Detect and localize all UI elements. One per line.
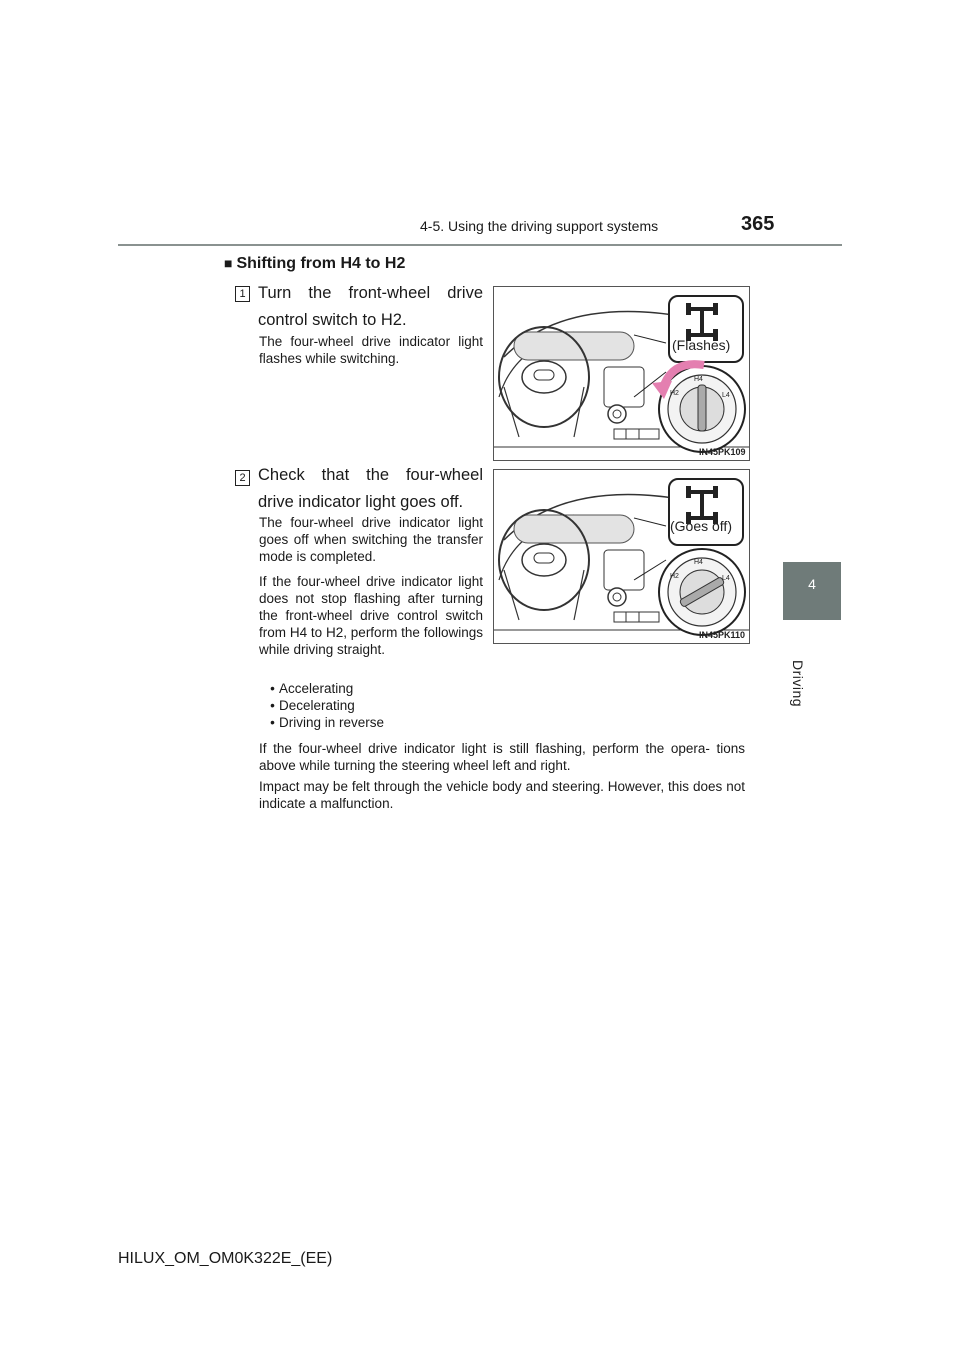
- svg-text:H4: H4: [694, 376, 703, 383]
- step-1-line-2: control switch to H2.: [258, 311, 407, 329]
- svg-text:L4: L4: [722, 575, 730, 582]
- list-item: • Decelerating: [266, 697, 384, 714]
- driving-actions-list: [266, 680, 384, 731]
- step-number-1: 1: [235, 286, 250, 302]
- step-1-line-1: Turn the front-wheel drive: [258, 284, 483, 302]
- transfer-dial-icon: [660, 550, 744, 634]
- step-number-2: 2: [235, 470, 250, 486]
- step-2-line-2: drive indicator light goes off.: [258, 493, 464, 511]
- transfer-switch-knob-2: [658, 548, 746, 636]
- indicator-callout-2: [668, 478, 744, 546]
- header-rule: [118, 244, 842, 246]
- heading-bullet: ■: [224, 255, 233, 271]
- heading-text: Shifting from H4 to H2: [236, 255, 406, 272]
- step-2-line-1: Check that the four-wheel: [258, 466, 483, 484]
- running-header: 4-5. Using the driving support systems: [420, 218, 659, 234]
- section-heading: [224, 255, 405, 273]
- figure-code-1: IN45PK109: [699, 447, 746, 457]
- svg-text:H4: H4: [694, 559, 703, 566]
- chapter-tab-label: Driving: [790, 660, 806, 708]
- svg-text:H2: H2: [670, 573, 679, 580]
- step-1-note: The four-wheel drive indicator light flashes while switching.: [259, 334, 483, 366]
- svg-text:L4: L4: [722, 392, 730, 399]
- step-2-note-2: If the four-wheel drive indicator light does not stop flashing after turning the front-wheel drive control switch from H4 to H2, perform the followings while driving straight.: [259, 574, 483, 657]
- step-2-instruction: [258, 462, 483, 516]
- list-item: • Driving in reverse: [266, 714, 384, 731]
- footnote-1: If the four-wheel drive indicator light is still flashing, perform the opera- tions above while turning the steering wheel left and right.: [259, 741, 745, 773]
- callout-label-2: (Goes off): [670, 518, 732, 534]
- figure-code-2: IN45PK110: [699, 630, 746, 640]
- svg-text:H2: H2: [670, 390, 679, 397]
- step-2-note-1: The four-wheel drive indicator light goes off when switching the transfer mode is completed.: [259, 515, 483, 564]
- footnote-2: Impact may be felt through the vehicle body and steering. However, this does not indicate a malfunction.: [259, 779, 745, 811]
- figure-1: [493, 286, 750, 461]
- page-number: 365: [741, 213, 775, 235]
- chapter-tab-number: 4: [808, 576, 816, 592]
- manual-code: HILUX_OM_OM0K322E_(EE): [118, 1250, 333, 1267]
- callout-label-1: (Flashes): [672, 337, 731, 353]
- step-1-instruction: [258, 280, 483, 334]
- turn-arrow-icon: [644, 355, 724, 405]
- figure-2: [493, 469, 750, 644]
- list-item: • Accelerating: [266, 680, 384, 697]
